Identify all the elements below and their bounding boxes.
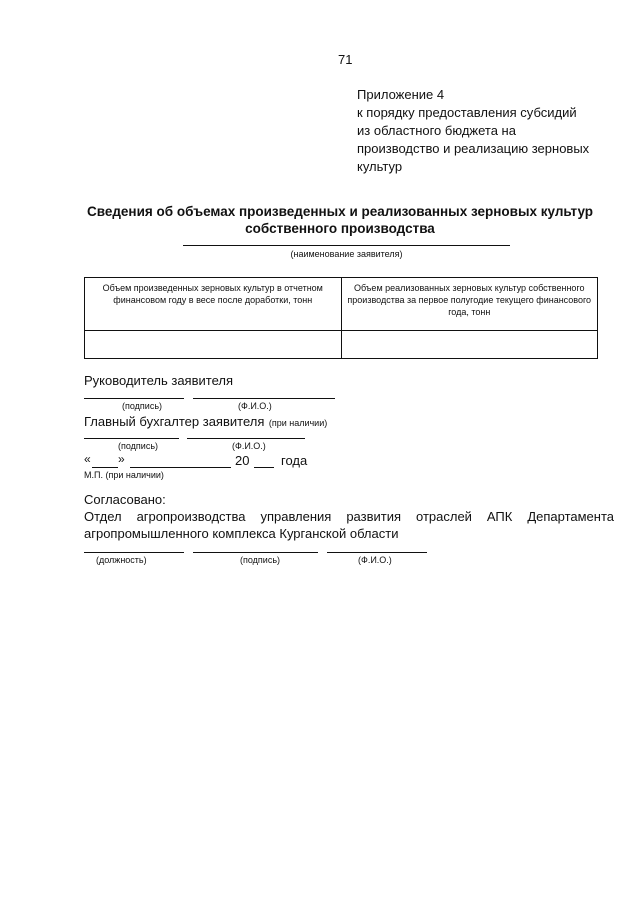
approval-fio-line [327, 552, 427, 553]
head-label: Руководитель заявителя [84, 373, 233, 388]
head-signature-caption: (подпись) [122, 401, 163, 411]
approval-signature-line [193, 552, 318, 553]
accountant-fio-caption: (Ф.И.О.) [232, 441, 266, 451]
date-close-quote: » [118, 452, 125, 466]
head-signature-line [84, 398, 184, 399]
date-month-line [130, 467, 231, 468]
approval-label: Согласовано: [84, 492, 166, 507]
approval-fio-caption: (Ф.И.О.) [358, 555, 392, 565]
applicant-name-line [183, 245, 510, 246]
seal-label: М.П. (при наличии) [84, 470, 164, 480]
appendix-line: из областного бюджета на [357, 123, 516, 138]
head-fio-caption: (Ф.И.О.) [238, 401, 272, 411]
accountant-if-any: (при наличии) [268, 418, 328, 428]
appendix-line: Приложение 4 [357, 87, 445, 102]
accountant-label-row [84, 413, 327, 431]
date-year-suffix: года [281, 453, 308, 468]
date-day-line [92, 467, 118, 468]
document-title [60, 203, 620, 237]
date-year-line [254, 467, 274, 468]
accountant-label: Главный бухгалтер заявителя [84, 414, 265, 429]
title-line-2: собственного производства [245, 221, 435, 236]
accountant-signature-line [84, 438, 179, 439]
appendix-line: к порядку предоставления субсидий [357, 105, 577, 120]
approval-position-line [84, 552, 184, 553]
head-fio-line [193, 398, 335, 399]
accountant-fio-line [187, 438, 305, 439]
cell-produced-volume [85, 331, 342, 359]
title-line-1: Сведения об объемах произведенных и реализованных зерновых культур [86, 204, 594, 219]
header-produced-volume: Объем произведенных зерновых культур в отчетном финансовом году в весе после доработки, тонн [85, 278, 342, 331]
accountant-signature-caption: (подпись) [118, 441, 159, 451]
appendix-line: производство и реализацию зерновых [357, 141, 590, 156]
header-sold-volume: Объем реализованных зерновых культур собственного производства за первое полугодие текущего финансового года, тонн [341, 278, 598, 331]
approval-department-line2: агропромышленного комплекса Курганской области [84, 526, 399, 541]
approval-signature-caption: (подпись) [240, 555, 281, 565]
page-number: 71 [338, 52, 353, 67]
table-row [85, 331, 598, 359]
appendix-header [357, 86, 627, 176]
applicant-name-caption: (наименование заявителя) [290, 249, 403, 259]
appendix-line: культур [357, 159, 403, 174]
table-header-row [85, 278, 598, 331]
cell-sold-volume [341, 331, 598, 359]
date-year-prefix: 20 [235, 453, 250, 468]
date-open-quote: « [84, 452, 91, 466]
approval-department: Отдел агропроизводства управления развития отраслей АПК Департамента [84, 509, 614, 524]
volumes-table [84, 277, 598, 359]
approval-position-caption: (должность) [96, 555, 147, 565]
